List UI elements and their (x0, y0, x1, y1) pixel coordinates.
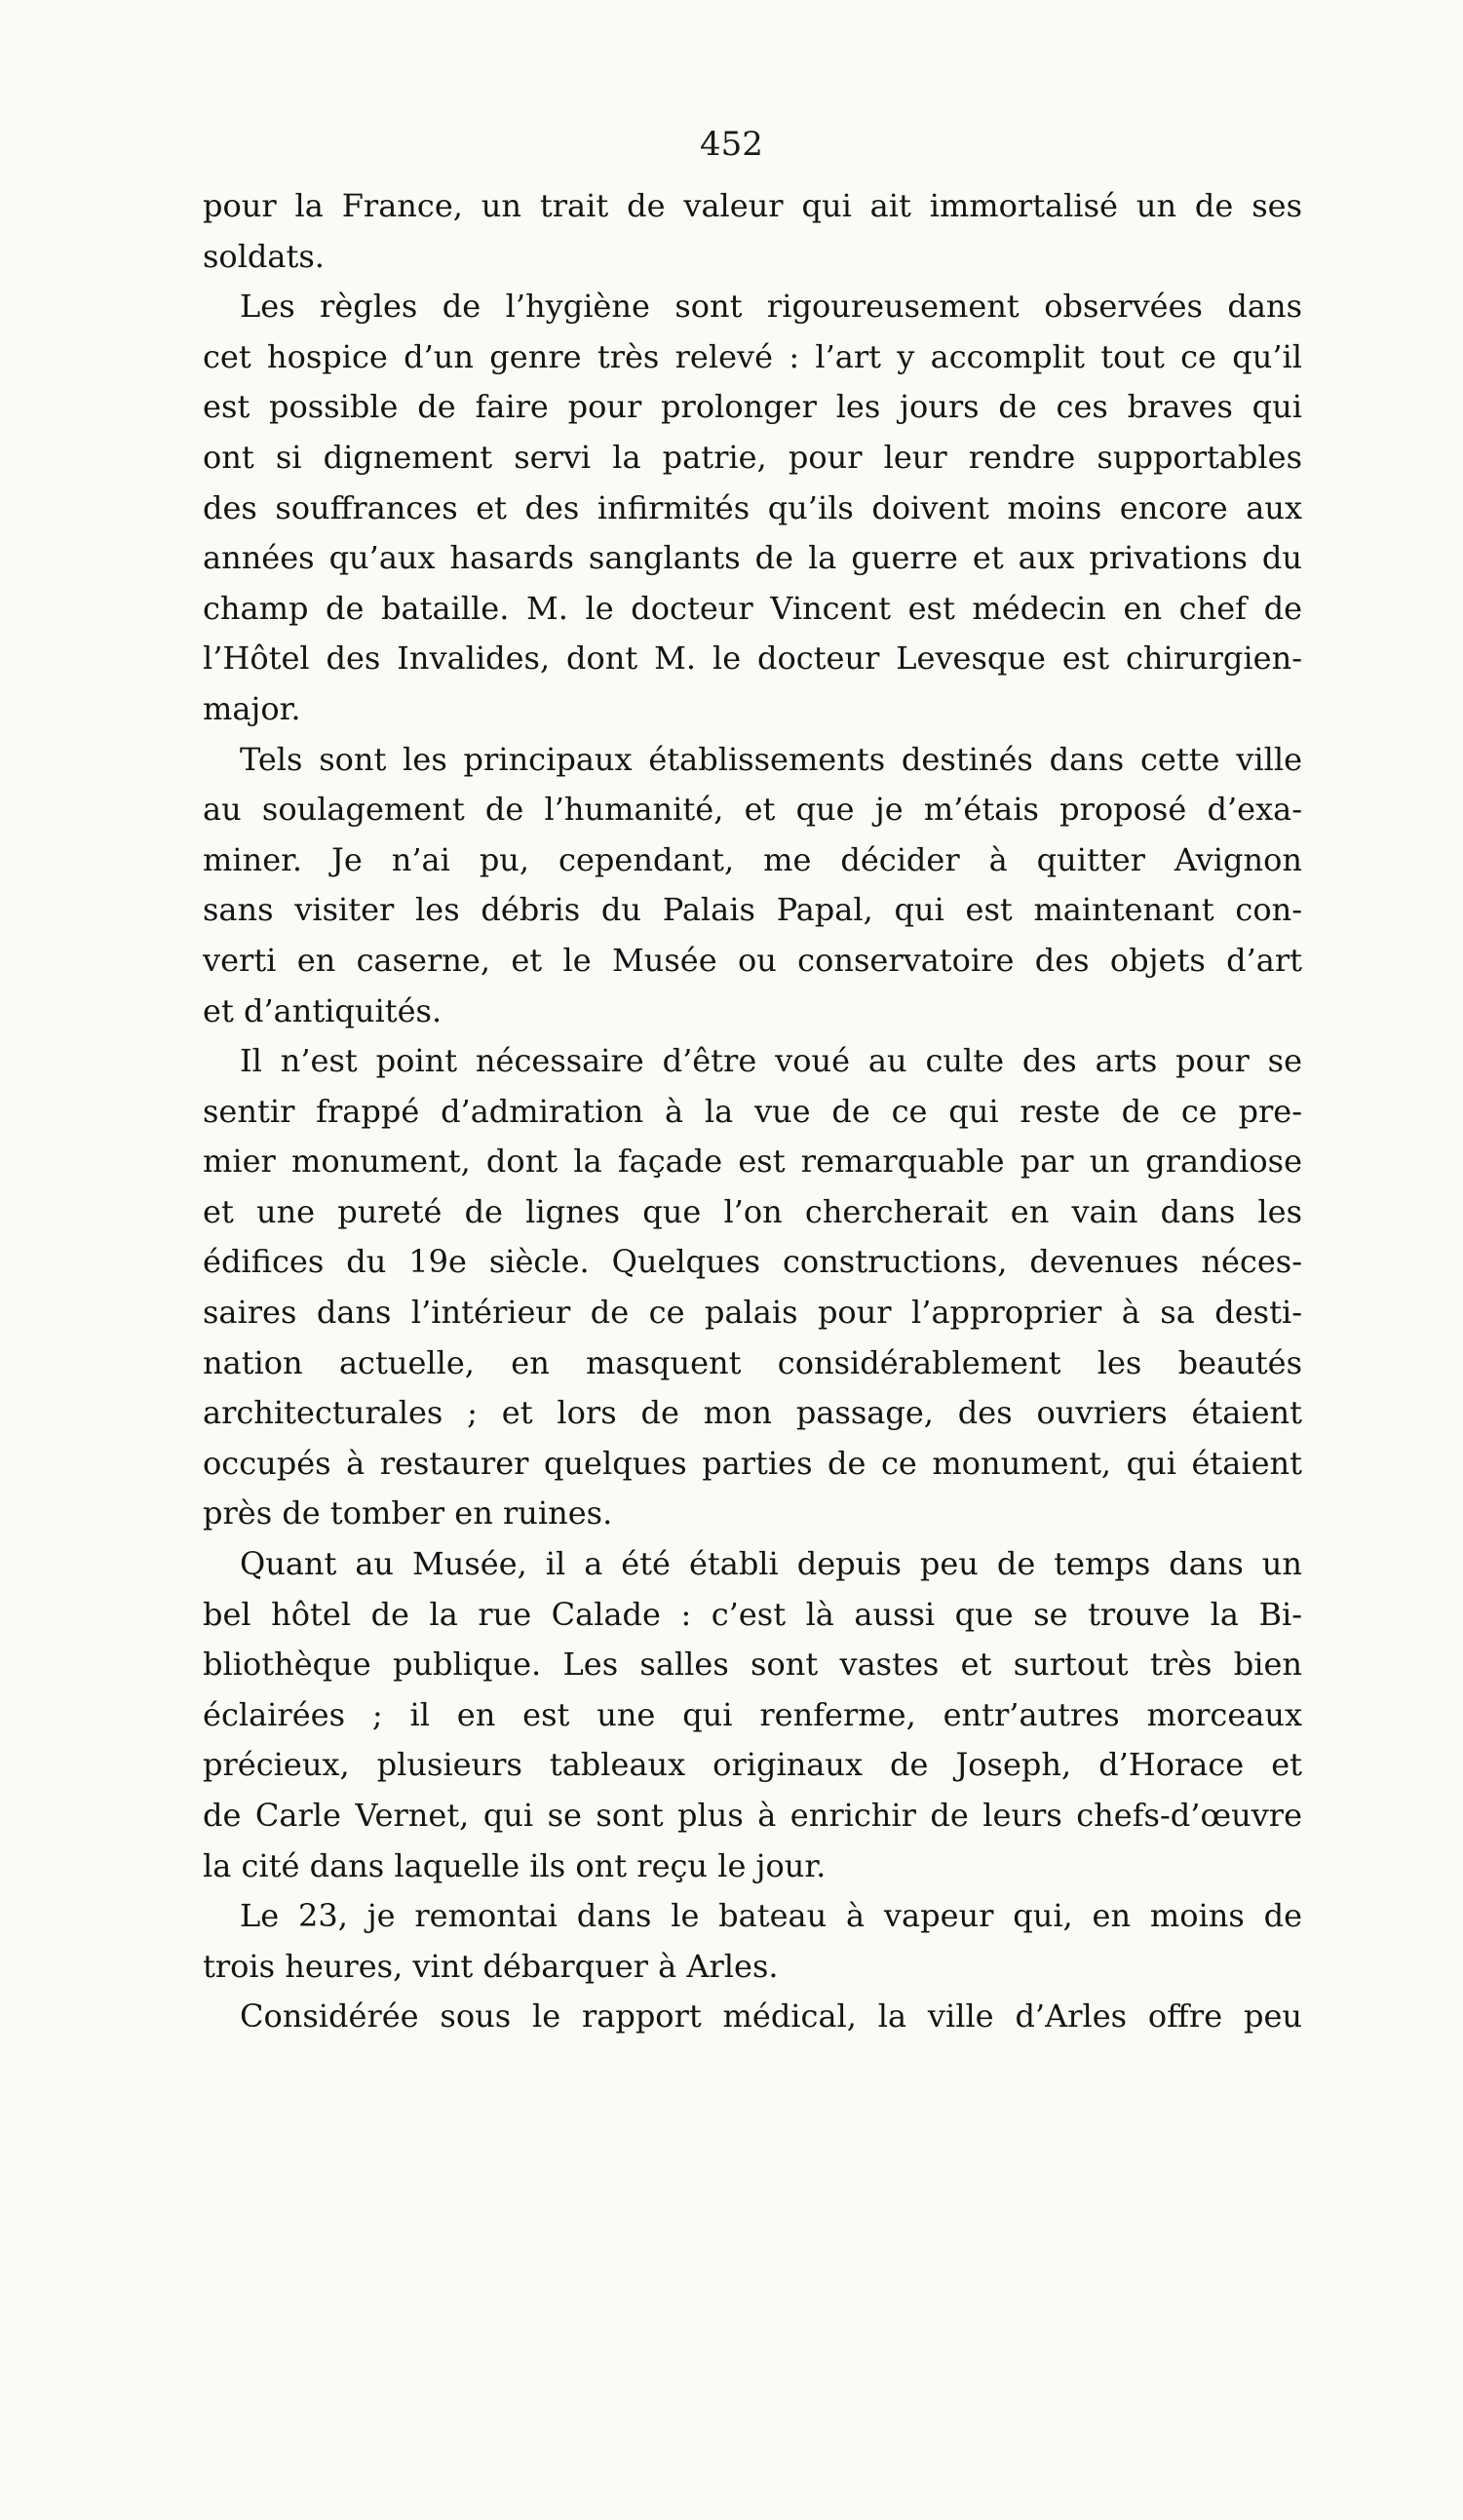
text-line: architecturales ; et lors de mon passage, des ouvriers étaient (203, 1394, 1302, 1432)
text-line: major. (203, 689, 301, 727)
text-line: de Carle Vernet, qui se sont plus à enrichir de leurs chefs-d’œuvre (203, 1797, 1302, 1834)
text-line: des souffrances et des infirmités qu’ils doivent moins encore aux (203, 488, 1302, 526)
text-line: ont si dignement servi la patrie, pour leur rendre supportables (203, 438, 1302, 476)
text-line: précieux, plusieurs tableaux originaux de Joseph, d’Horace et (203, 1746, 1302, 1784)
text-line: champ de bataille. M. le docteur Vincent est médecin en chef de (203, 589, 1302, 627)
text-line: bel hôtel de la rue Calade : c’est là aussi que se trouve la Bi- (203, 1595, 1302, 1633)
text-line: occupés à restaurer quelques parties de ce monument, qui étaient (203, 1444, 1302, 1482)
text-line: Tels sont les principaux établissements destinés dans cette ville (240, 740, 1302, 778)
paragraph-6 (203, 1891, 1302, 1992)
text-line: Le 23, je remontai dans le bateau à vapeur qui, en moins de (240, 1897, 1302, 1935)
text-line: l’Hôtel des Invalides, dont M. le docteur Levesque est chirurgien- (203, 640, 1302, 678)
text-line: nation actuelle, en masquent considérablement les beautés (203, 1343, 1302, 1381)
paragraph-1 (203, 181, 1302, 282)
text-line: verti en caserne, et le Musée ou conservatoire des objets d’art (203, 941, 1302, 979)
text-line: mier monument, dont la façade est remarquable par un grandiose (203, 1143, 1302, 1181)
text-line: et d’antiquités. (203, 991, 443, 1029)
text-line: Quant au Musée, il a été établi depuis peu de temps dans un (240, 1545, 1302, 1583)
paragraph-7 (203, 1992, 1302, 2042)
text-line: au soulagement de l’humanité, et que je m’étais proposé d’exa- (203, 791, 1302, 829)
paragraph-2 (203, 282, 1302, 734)
text-line: années qu’aux hasards sanglants de la guerre et aux privations du (203, 539, 1302, 577)
text-line: bliothèque publique. Les salles sont vastes et surtout très bien (203, 1646, 1302, 1684)
text-line: saires dans l’intérieur de ce palais pour l’approprier à sa desti- (203, 1294, 1302, 1332)
text-line: Les règles de l’hygiène sont rigoureusement observées dans (240, 288, 1302, 326)
text-line: Considérée sous le rapport médical, la ville d’Arles offre peu (240, 1997, 1302, 2035)
text-line: Il n’est point nécessaire d’être voué au culte des arts pour se (240, 1042, 1302, 1080)
text-line: soldats. (203, 237, 325, 275)
text-line: cet hospice d’un genre très relevé : l’art y accomplit tout ce qu’il (203, 337, 1302, 375)
body-text (203, 181, 1302, 2042)
text-line: trois heures, vint débarquer à Arles. (203, 1947, 779, 1985)
text-line: édifices du 19e siècle. Quelques constructions, devenues néces- (203, 1243, 1302, 1281)
text-line: pour la France, un trait de valeur qui ait immortalisé un de ses (203, 187, 1302, 224)
text-line: éclairées ; il en est une qui renferme, entr’autres morceaux (203, 1695, 1302, 1733)
page-number: 452 (700, 125, 763, 164)
paragraph-4 (203, 1036, 1302, 1539)
paragraph-3 (203, 735, 1302, 1037)
text-line: miner. Je n’ai pu, cependant, me décider à quitter Avignon (203, 840, 1302, 878)
text-line: sentir frappé d’admiration à la vue de ce qui reste de ce pre- (203, 1092, 1302, 1130)
text-line: près de tomber en ruines. (203, 1494, 613, 1532)
text-line: la cité dans laquelle ils ont reçu le jour. (203, 1846, 827, 1884)
text-line: est possible de faire pour prolonger les jours de ces braves qui (203, 388, 1302, 426)
text-line: et une pureté de lignes que l’on chercherait en vain dans les (203, 1192, 1302, 1230)
text-line: sans visiter les débris du Palais Papal, qui est maintenant con- (203, 891, 1302, 929)
paragraph-5 (203, 1539, 1302, 1891)
